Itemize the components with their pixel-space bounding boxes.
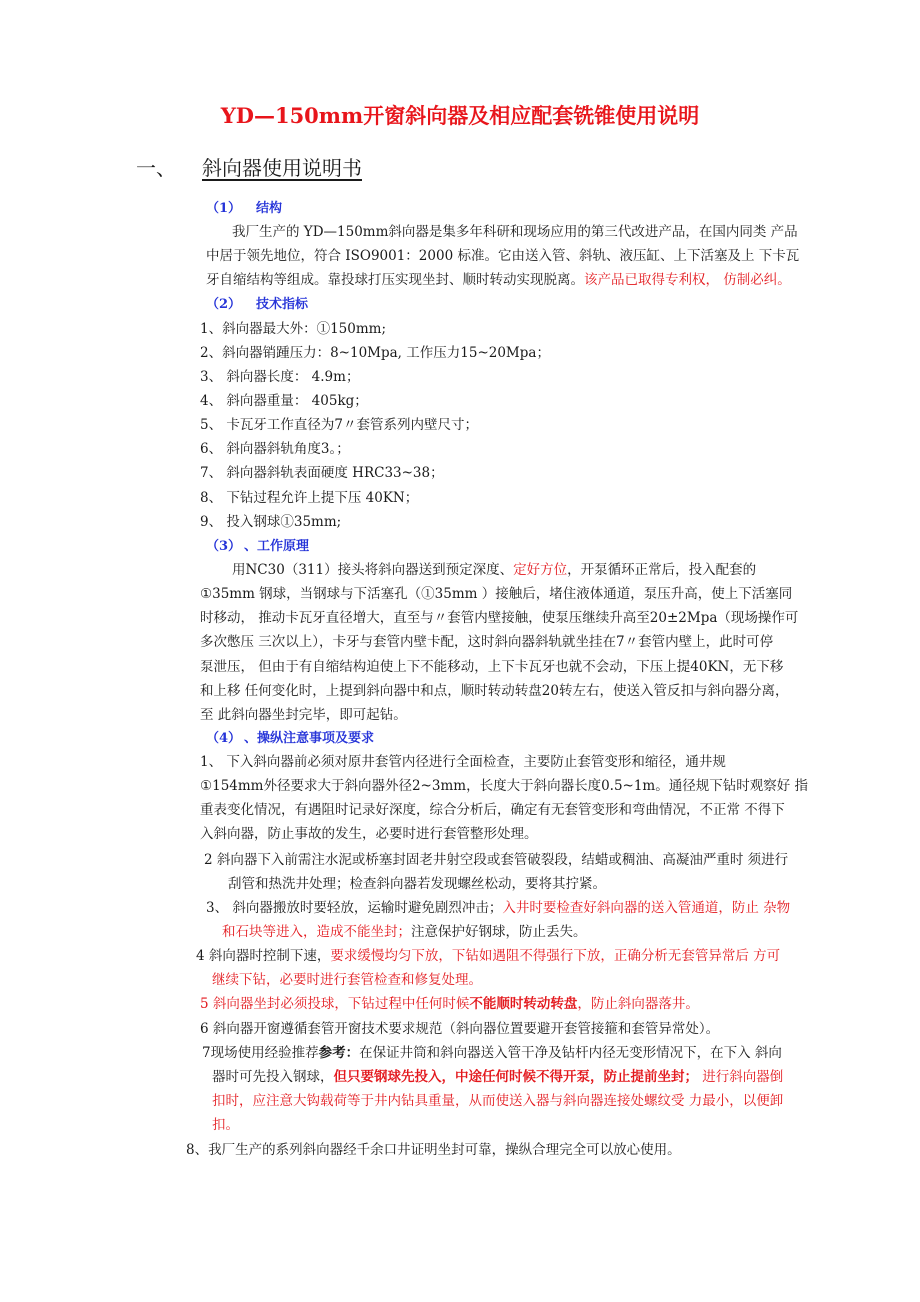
note-line: 3、 斜向器搬放时要轻放，运输时避免剧烈冲击；入井时要检查好斜向器的送入管通道，防止 杂物	[206, 900, 791, 916]
note-line: 7现场使用经验推荐参考：在保证井筒和斜向器送入管干净及钻杆内径无变形情况下，在下入 斜向	[202, 1045, 782, 1061]
section-number: 一、	[136, 156, 176, 180]
spec-item: 8、 下钻过程允许上提下压 40KN；	[200, 490, 419, 506]
note-line: 重表变化情况，有遇阻时记录好深度，综合分析后，确定有无套管变形和弯曲情况，不正常 不得下	[200, 802, 785, 818]
note-line: 和石块等进入，造成不能坐封；注意保护好钢球，防止丢失。	[222, 924, 587, 940]
patent-note: 该产品已取得专利权， 仿制必纠。	[584, 272, 791, 288]
spec-item: 9、 投入钢球①35mm;	[200, 514, 342, 530]
subheading-notes: （4） 、操纵注意事项及要求	[206, 731, 375, 746]
paragraph-line: ①35mm 钢球，当钢球与下活塞孔（①35mm ）接触后，堵住液体通道，泵压升高，使上下活塞同	[200, 586, 793, 602]
note-line: 扣。	[212, 1117, 239, 1133]
paragraph-line: 至 此斜向器坐封完毕，即可起钻。	[200, 707, 407, 723]
note-line: 8、我厂生产的系列斜向器经千余口井证明坐封可靠，操纵合理完全可以放心使用。	[186, 1142, 681, 1158]
spec-item: 5、 卡瓦牙工作直径为7〃套管系列内壁尺寸；	[200, 417, 478, 433]
subheading-principle: （3） 、工作原理	[206, 539, 310, 554]
section-label: 斜向器使用说明书	[202, 156, 362, 180]
note-line: 继续下钻，必要时进行套管检查和修复处理。	[212, 972, 482, 988]
spec-item: 3、 斜向器长度： 4.9m；	[200, 369, 360, 385]
note-line: 刮管和热洗井处理；检查斜向器若发现螺丝松动，要将其拧紧。	[228, 876, 606, 892]
page-title: YD—150mm开窗斜向器及相应配套铣锥使用说明	[220, 103, 700, 128]
paragraph-line: 时移动， 推动卡瓦牙直径增大，直至与〃套管内壁接触，使泵压继续升高至20±2Mpa（现场操作可	[200, 610, 799, 626]
spec-item: 6、 斜向器斜轨角度3。；	[200, 441, 350, 457]
note-line: 器时可先投入钢球，但只要钢球先投入，中途任何时候不得开泵，防止提前坐封； 进行斜向器倒	[212, 1069, 784, 1085]
subheading-specs: （2） 技术指标	[206, 297, 309, 312]
note-line: ①154mm外径要求大于斜向器外径2~3mm，长度大于斜向器长度0.5~1m。通径规下钻时观察好 指	[200, 778, 809, 794]
spec-item: 7、 斜向器斜轨表面硬度 HRC33~38；	[200, 465, 444, 481]
note-line: 2 斜向器下入前需注水泥或桥塞封固老井射空段或套管破裂段，结蜡或稠油、高凝油严重时 须进行	[204, 852, 789, 868]
note-line: 1、 下入斜向器前必须对原井套管内径进行全面检查，主要防止套管变形和缩径，通井规	[200, 754, 726, 770]
note-line: 6 斜向器开窗遵循套管开窗技术要求规范（斜向器位置要避开套管接箍和套管异常处）。	[200, 1021, 720, 1037]
subheading-structure: （1） 结构	[206, 201, 283, 216]
paragraph-line: 用NC30（311）接头将斜向器送到预定深度、定好方位，开泵循环正常后，投入配套的	[232, 562, 757, 578]
note-line: 扣时，应注意大钩载荷等于井内钻具重量，从而使送入器与斜向器连接处螺纹受 力最小，以便卸	[212, 1093, 784, 1109]
note-line: 5 斜向器坐封必须投球，下钻过程中任何时候不能顺时转动转盘，防止斜向器落井。	[200, 996, 699, 1012]
paragraph-line: 中居于领先地位，符合 ISO9001：2000 标准。它由送入管、斜轨、液压缸、上下活塞及上 下卡瓦	[206, 248, 800, 264]
paragraph-line: 多次憋压 三次以上），卡牙与套管内壁卡配，这时斜向器斜轨就坐挂在7〃套管内壁上，此时可停	[200, 634, 774, 650]
note-line: 入斜向器，防止事故的发生，必要时进行套管整形处理。	[200, 826, 538, 842]
spec-item: 2、斜向器销踵压力：8~10Mpa, 工作压力15~20Mpa；	[200, 345, 550, 361]
section-heading	[136, 152, 362, 181]
paragraph-line: 我厂生产的 YD—150mm斜向器是集多年科研和现场应用的第三代改进产品，在国内同类 产品	[232, 224, 798, 240]
spec-item: 4、 斜向器重量： 405kg；	[200, 393, 368, 409]
paragraph-line: 牙自缩结构等组成。靠投球打压实现坐封、顺时转动实现脱离。该产品已取得专利权， 仿制必纠。	[206, 272, 791, 288]
paragraph-line: 泵泄压， 但由于有自缩结构迫使上下不能移动，上下卡瓦牙也就不会动，下压上提40KN，无下移	[200, 659, 784, 675]
note-line: 4 斜向器时控制下速，要求缓慢均匀下放，下钻如遇阻不得强行下放，正确分析无套管异常后 方可	[196, 948, 781, 964]
spec-item: 1、斜向器最大外：①150mm;	[200, 321, 387, 337]
paragraph-line: 和上移 任何变化时，上提到斜向器中和点，顺时转动转盘20转左右，使送入管反扣与斜向器分离，	[200, 683, 789, 699]
